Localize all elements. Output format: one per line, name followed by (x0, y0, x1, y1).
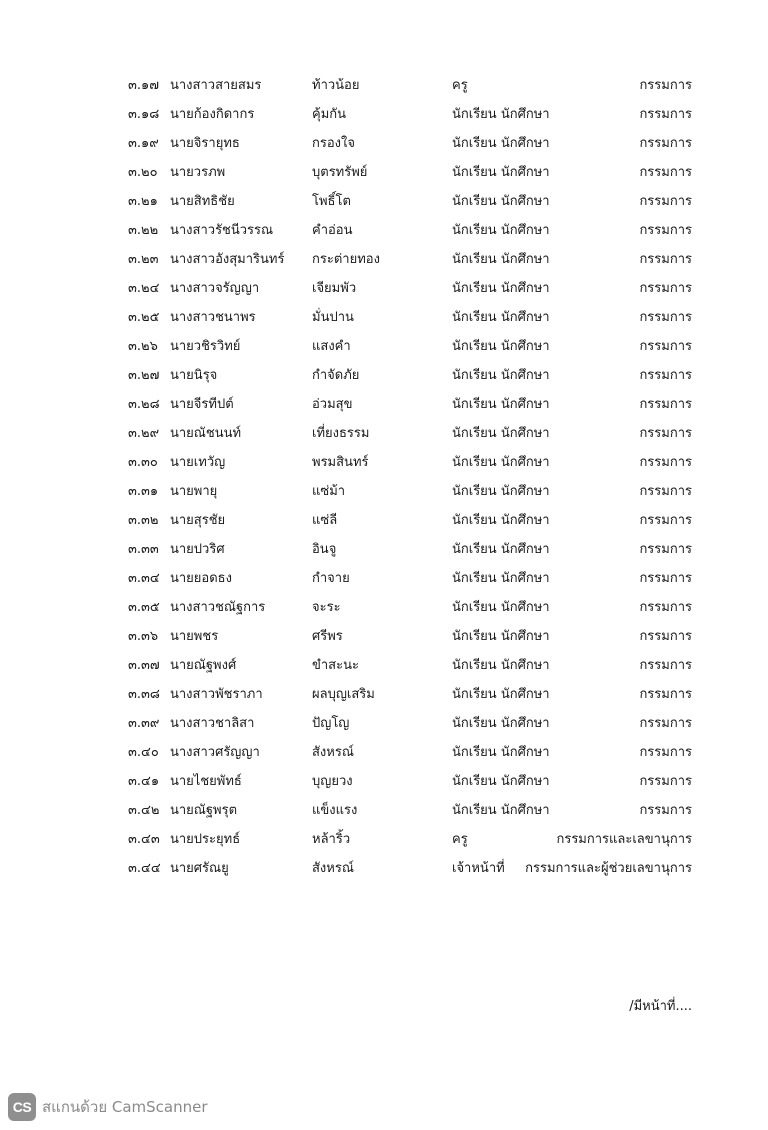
member-position: นักเรียน นักศึกษา (452, 136, 550, 151)
member-number: ๓.๓๔ (128, 571, 160, 586)
member-surname: แสงคำ (312, 339, 351, 354)
roster-row (0, 216, 768, 245)
roster-row (0, 593, 768, 622)
member-position: นักเรียน นักศึกษา (452, 513, 550, 528)
member-name: นางสาวอังสุมารินทร์ (170, 252, 285, 267)
camscanner-logo-icon: CS (8, 1093, 36, 1121)
member-position: นักเรียน นักศึกษา (452, 774, 550, 789)
member-number: ๓.๓๕ (128, 600, 160, 615)
member-name: นายณัฐพงศ์ (170, 658, 237, 673)
roster-row (0, 390, 768, 419)
member-name: นายก้องกิดากร (170, 107, 255, 122)
member-number: ๓.๒๘ (128, 397, 160, 412)
member-surname: สังหรณ์ (312, 745, 354, 760)
member-surname: คุ้มกัน (312, 107, 347, 122)
member-role: กรรมการ (639, 513, 692, 528)
roster-row (0, 100, 768, 129)
member-surname: กรองใจ (312, 136, 355, 151)
member-role: กรรมการ (639, 484, 692, 499)
member-role: กรรมการ (639, 252, 692, 267)
member-number: ๓.๓๐ (128, 455, 158, 470)
member-surname: สังหรณ์ (312, 861, 354, 876)
member-surname: ศรีพร (312, 629, 343, 644)
member-number: ๓.๓๑ (128, 484, 159, 499)
member-position: นักเรียน นักศึกษา (452, 426, 550, 441)
member-number: ๓.๒๗ (128, 368, 160, 383)
member-name: นายจิรายุทธ (170, 136, 240, 151)
member-position: นักเรียน นักศึกษา (452, 803, 550, 818)
member-surname: เจียมพัว (312, 281, 357, 296)
member-role: กรรมการ (639, 745, 692, 760)
member-name: นายสุรชัย (170, 513, 226, 528)
roster-row (0, 477, 768, 506)
member-position: นักเรียน นักศึกษา (452, 252, 550, 267)
member-number: ๓.๓๘ (128, 687, 160, 702)
roster-row (0, 854, 768, 883)
member-role: กรรมการ (639, 107, 692, 122)
member-position: นักเรียน นักศึกษา (452, 165, 550, 180)
roster-row (0, 419, 768, 448)
member-surname: แข็งแรง (312, 803, 358, 818)
member-surname: ผลบุญเสริม (312, 687, 375, 702)
member-position: นักเรียน นักศึกษา (452, 658, 550, 673)
roster-row (0, 825, 768, 854)
member-position: นักเรียน นักศึกษา (452, 600, 550, 615)
roster-row (0, 332, 768, 361)
member-role: กรรมการ (639, 339, 692, 354)
member-surname: มั่นปาน (312, 310, 354, 325)
member-role: กรรมการ (639, 774, 692, 789)
member-name: นายปวริศ (170, 542, 225, 557)
member-name: นางสาวชาลิสา (170, 716, 255, 731)
member-position: นักเรียน นักศึกษา (452, 455, 550, 470)
roster-row (0, 680, 768, 709)
member-number: ๓.๓๙ (128, 716, 160, 731)
member-name: นายประยุทธ์ (170, 832, 241, 847)
member-surname: กำจัดภัย (312, 368, 360, 383)
roster-row (0, 71, 768, 100)
member-surname: จะระ (312, 600, 341, 615)
member-role: กรรมการ (639, 78, 692, 93)
member-number: ๓.๓๗ (128, 658, 160, 673)
member-number: ๓.๒๙ (128, 426, 160, 441)
member-number: ๓.๔๓ (128, 832, 160, 847)
roster-row (0, 187, 768, 216)
member-role: กรรมการ (639, 658, 692, 673)
member-position: นักเรียน นักศึกษา (452, 223, 550, 238)
member-position: นักเรียน นักศึกษา (452, 629, 550, 644)
member-role: กรรมการ (639, 803, 692, 818)
member-name: นางสาวพัชราภา (170, 687, 263, 702)
roster-row (0, 796, 768, 825)
member-position: นักเรียน นักศึกษา (452, 484, 550, 499)
member-position: ครู (452, 78, 468, 93)
member-position: นักเรียน นักศึกษา (452, 368, 550, 383)
member-surname: คำอ่อน (312, 223, 353, 238)
member-position: นักเรียน นักศึกษา (452, 339, 550, 354)
member-number: ๓.๔๒ (128, 803, 160, 818)
roster-row (0, 245, 768, 274)
member-number: ๓.๓๖ (128, 629, 159, 644)
member-role: กรรมการ (639, 716, 692, 731)
member-surname: แซ่ลี (312, 513, 338, 528)
member-position: นักเรียน นักศึกษา (452, 571, 550, 586)
member-number: ๓.๓๓ (128, 542, 159, 557)
member-number: ๓.๑๗ (128, 78, 160, 93)
member-role: กรรมการ (639, 368, 692, 383)
member-name: นายจีรทีปต์ (170, 397, 234, 412)
member-role: กรรมการ (639, 629, 692, 644)
member-role: กรรมการ (639, 397, 692, 412)
member-position: ครู (452, 832, 468, 847)
member-name: นายณัฐพรุต (170, 803, 238, 818)
member-role: กรรมการและผู้ช่วยเลขานุการ (525, 861, 692, 876)
member-surname: กำจาย (312, 571, 350, 586)
member-role: กรรมการ (639, 194, 692, 209)
member-position: นักเรียน นักศึกษา (452, 310, 550, 325)
committee-roster (0, 71, 768, 883)
member-name: นางสาวสายสมร (170, 78, 262, 93)
roster-row (0, 651, 768, 680)
member-number: ๓.๒๐ (128, 165, 158, 180)
member-surname: โพธิ์โต (312, 194, 351, 209)
member-position: นักเรียน นักศึกษา (452, 745, 550, 760)
member-name: นายเทวัญ (170, 455, 226, 470)
watermark-text: สแกนด้วย CamScanner (42, 1098, 208, 1116)
member-surname: ปัญโญ (312, 716, 350, 731)
member-name: นางสาวชณัฐการ (170, 600, 266, 615)
member-name: นางสาวรัชนีวรรณ (170, 223, 274, 238)
member-number: ๓.๒๕ (128, 310, 160, 325)
member-number: ๓.๓๒ (128, 513, 159, 528)
member-position: นักเรียน นักศึกษา (452, 281, 550, 296)
member-position: นักเรียน นักศึกษา (452, 542, 550, 557)
camscanner-watermark (8, 1093, 208, 1121)
roster-row (0, 274, 768, 303)
member-name: นางสาวชนาพร (170, 310, 256, 325)
roster-row (0, 564, 768, 593)
member-position: นักเรียน นักศึกษา (452, 107, 550, 122)
member-surname: บุญยวง (312, 774, 353, 789)
member-position: นักเรียน นักศึกษา (452, 687, 550, 702)
continued-marker: /มีหน้าที่.... (629, 999, 692, 1014)
member-surname: อินจู (312, 542, 337, 557)
member-role: กรรมการ (639, 281, 692, 296)
roster-row (0, 448, 768, 477)
member-name: นางสาวจรัญญา (170, 281, 260, 296)
roster-row (0, 303, 768, 332)
roster-row (0, 535, 768, 564)
member-position: นักเรียน นักศึกษา (452, 716, 550, 731)
member-position: นักเรียน นักศึกษา (452, 397, 550, 412)
member-name: นายณัชนนท์ (170, 426, 242, 441)
member-surname: อ่วมสุข (312, 397, 353, 412)
member-surname: กระต่ายทอง (312, 252, 380, 267)
member-name: นายวรภพ (170, 165, 226, 180)
member-role: กรรมการ (639, 571, 692, 586)
member-number: ๓.๑๙ (128, 136, 159, 151)
member-name: นายสิทธิชัย (170, 194, 235, 209)
roster-row (0, 738, 768, 767)
member-number: ๓.๒๖ (128, 339, 158, 354)
member-role: กรรมการ (639, 455, 692, 470)
member-position: เจ้าหน้าที่ (452, 861, 505, 876)
member-role: กรรมการ (639, 136, 692, 151)
member-role: กรรมการและเลขานุการ (556, 832, 692, 847)
roster-row (0, 361, 768, 390)
member-name: นายศรัณยู (170, 861, 229, 876)
member-surname: แซ่ม้า (312, 484, 346, 499)
member-number: ๓.๔๑ (128, 774, 160, 789)
member-surname: ขำสะนะ (312, 658, 359, 673)
member-surname: หล้าริ้ว (312, 832, 351, 847)
member-number: ๓.๒๑ (128, 194, 158, 209)
roster-row (0, 622, 768, 651)
member-name: นายพายุ (170, 484, 218, 499)
member-number: ๓.๒๔ (128, 281, 160, 296)
roster-row (0, 129, 768, 158)
roster-row (0, 709, 768, 738)
member-role: กรรมการ (639, 223, 692, 238)
member-name: นายไชยพัทธ์ (170, 774, 242, 789)
member-name: นายยอดธง (170, 571, 232, 586)
member-name: นายพชร (170, 629, 219, 644)
member-role: กรรมการ (639, 542, 692, 557)
member-surname: เที่ยงธรรม (312, 426, 370, 441)
member-number: ๓.๒๒ (128, 223, 159, 238)
member-role: กรรมการ (639, 165, 692, 180)
member-role: กรรมการ (639, 687, 692, 702)
member-role: กรรมการ (639, 426, 692, 441)
member-role: กรรมการ (639, 600, 692, 615)
member-name: นายนิรุจ (170, 368, 218, 383)
member-surname: ท้าวน้อย (312, 78, 360, 93)
roster-row (0, 506, 768, 535)
member-name: นางสาวศรัญญา (170, 745, 260, 760)
roster-row (0, 767, 768, 796)
member-role: กรรมการ (639, 310, 692, 325)
roster-row (0, 158, 768, 187)
member-number: ๓.๔๐ (128, 745, 159, 760)
member-number: ๓.๑๘ (128, 107, 160, 122)
member-number: ๓.๔๔ (128, 861, 161, 876)
member-number: ๓.๒๓ (128, 252, 159, 267)
member-name: นายวชิรวิทย์ (170, 339, 241, 354)
member-surname: พรมสินทร์ (312, 455, 369, 470)
member-surname: บุตรทรัพย์ (312, 165, 368, 180)
member-position: นักเรียน นักศึกษา (452, 194, 550, 209)
